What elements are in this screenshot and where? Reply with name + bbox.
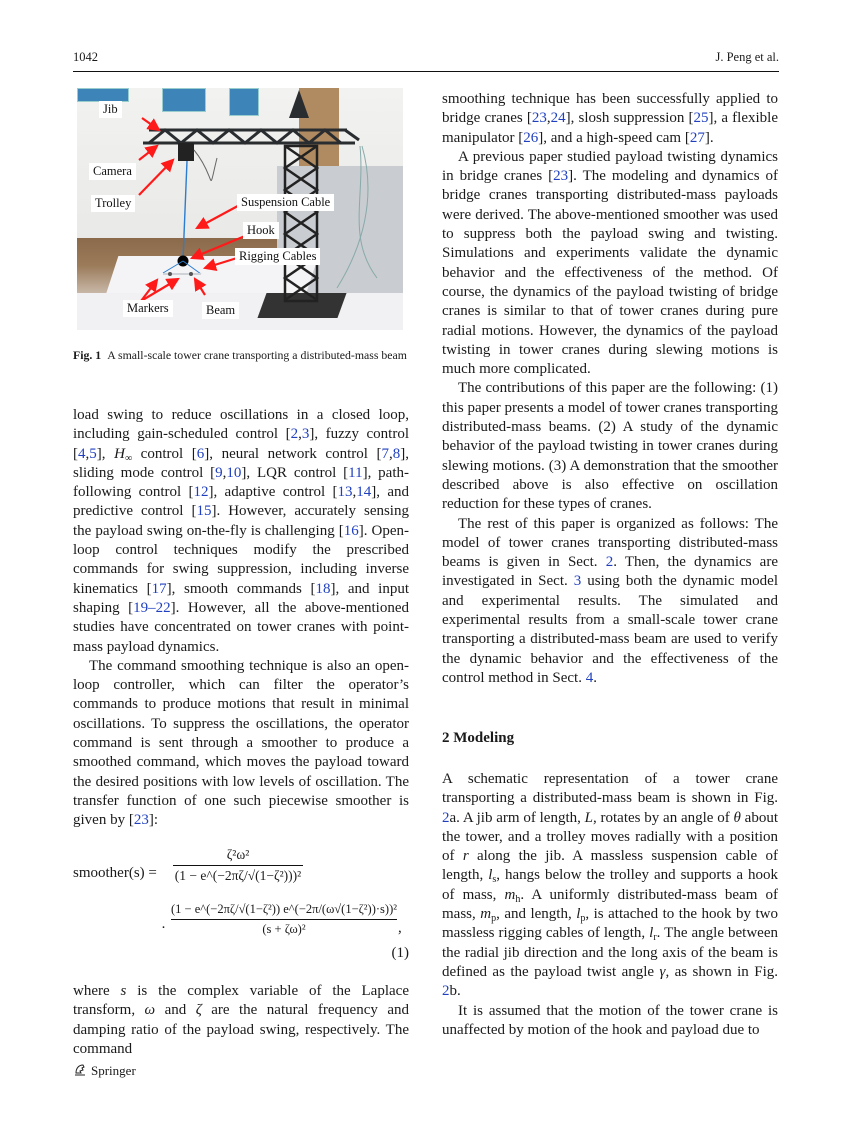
citation-link[interactable]: 15 — [196, 503, 212, 520]
right-column-lower — [442, 770, 778, 1040]
citation-link[interactable]: 7 — [381, 445, 390, 462]
right-column-upper — [442, 90, 778, 688]
citation-link[interactable]: 11 — [348, 464, 363, 481]
left-column-lower — [73, 982, 409, 1059]
figure-1-photo — [77, 88, 403, 330]
citation-link[interactable]: 23 — [553, 168, 569, 185]
citation-link[interactable]: 12 — [193, 484, 209, 501]
citation-link[interactable]: 17 — [151, 580, 167, 597]
label-beam: Beam — [202, 302, 239, 319]
running-head-authors: J. Peng et al. — [715, 50, 779, 64]
section-link[interactable]: 4 — [585, 669, 594, 686]
citation-link[interactable]: 2 — [290, 426, 299, 443]
label-rigging-cables: Rigging Cables — [235, 248, 320, 265]
running-header — [73, 50, 779, 70]
equation-number: (1) — [391, 945, 409, 961]
citation-link[interactable]: 19–22 — [133, 599, 171, 616]
section-link[interactable]: 2 — [605, 554, 614, 571]
citation-link[interactable]: 24 — [550, 110, 566, 127]
paragraph: The rest of this paper is organized as follows: The model of tower cranes transporting distributed-mass beams is given in Sect. 2. Then, the dynamics are investigated in Sect. 3 using both the dynamic model and experimental results. The simulated and experimental results from a small-scale tower crane transporting a distributed-mass beam are used to verify the dynamic behavior and the effectiveness of the control method in Sect. 4. — [442, 515, 778, 686]
citation-link[interactable]: 14 — [356, 484, 372, 501]
citation-link[interactable]: 16 — [343, 522, 359, 539]
left-column-upper — [73, 406, 409, 831]
section-link[interactable]: 3 — [573, 573, 582, 590]
equation-fraction-1: ζ²ω² (1 − e^(−2πζ/√(1−ζ²)))² — [174, 847, 302, 883]
citation-link[interactable]: 3 — [301, 426, 310, 443]
paragraph: A previous paper studied payload twisting dynamics in bridge cranes [23]. The modeling and dynamics of bridge cranes transporting distributed-mass payloads were derived. The above-mentioned smoother was used to suppress both the payload swing and twisting. Simulations and experiments validate the dynamic behavior and the effectiveness of the method. Of course, the dynamics of the payload twisting of bridge cranes is similar to that of tower cranes during pure radial motions. However, the dynamics of the payload twisting in tower cranes during slewing motions is much more complicated. — [442, 148, 778, 378]
figure-1-caption — [73, 347, 409, 363]
citation-link[interactable]: 18 — [315, 580, 331, 597]
equation-1: smoother(s) = ζ²ω² (1 − e^(−2πζ/√(1−ζ²)))² · (1 − e^(−2πζ/√(1−ζ²)) e^(−2π/(ω√(1−ζ²))·s))² (s + ζω)² , (1) — [73, 847, 409, 961]
label-markers: Markers — [123, 300, 173, 317]
citation-link[interactable]: 9 — [215, 464, 223, 481]
header-rule — [73, 71, 779, 72]
citation-link[interactable]: 25 — [693, 110, 709, 127]
citation-link[interactable]: 6 — [196, 445, 205, 462]
citation-link[interactable]: 23 — [531, 110, 547, 127]
citation-link[interactable]: 27 — [689, 129, 705, 146]
paragraph: A schematic representation of a tower crane transporting a distributed-mass beam is shown in Fig. 2a. A jib arm of length, L, rotates by an angle of θ about the tower, and a trolley moves radially with a position of r along the jib. A massless suspension cable of length, $l_s$, hangs below the trolley and supports a hook of mass, $m_h$. A uniformly distributed-mass beam of mass, $m_p$, and length, $l_p$, is attached to the hook by two massless rigging cables of length, $l_r$. The angle between the radial jib direction and the long axis of the beam is defined as the payload twist angle γ, as shown in Fig. 2b. — [442, 771, 779, 1000]
springer-horse-icon — [73, 1063, 87, 1077]
paragraph: It is assumed that the motion of the tower crane is unaffected by motion of the hook and payload due to — [442, 1002, 778, 1038]
citation-link[interactable]: 13 — [337, 484, 353, 501]
paragraph: load swing to reduce oscillations in a closed loop, including gain-scheduled control [2,3], fuzzy control [4,5], $H_\infty$ control [6], neural network control [7,8], sliding mode control [9,10], LQR control [11], path-following control [12], adaptive control [13,14], and predictive control [15]. However, accurately sensing the payload swing on-the-fly is challenging [16]. Open-loop control techniques modify the prescribed commands for swing suppression, including inverse kinematics [17], smooth commands [18], and input shaping [19–22]. However, all the above-mentioned studies have concentrated on tower cranes with point-mass payload dynamics. — [73, 407, 410, 655]
paragraph: The contributions of this paper are the following: (1) this paper presents a model of tower cranes transporting distributed-mass beams. (2) A study of the dynamic behavior of the payload twisting in tower cranes during slewing motions. (3) A demonstration that the smoother described above is also effective on oscillation reduction for these types of cranes. — [442, 380, 778, 513]
paragraph: smoothing technique has been successfully applied to bridge cranes [23,24], slosh suppression [25], a flexible manipulator [26], and a high-speed cam [27]. — [442, 91, 778, 146]
caption-text: A small-scale tower crane transporting a distributed-mass beam — [107, 348, 407, 362]
citation-link[interactable]: 10 — [226, 464, 242, 481]
label-camera: Camera — [89, 163, 136, 180]
label-trolley: Trolley — [91, 195, 135, 212]
label-suspension-cable: Suspension Cable — [237, 194, 334, 211]
section-heading: 2 Modeling — [442, 730, 515, 746]
page-number: 1042 — [73, 50, 98, 64]
paragraph: where s is the complex variable of the Laplace transform, ω and ζ are the natural frequency and damping ratio of the payload swing, respectively. The command — [73, 983, 409, 1057]
footer — [73, 1063, 136, 1079]
publisher-name: Springer — [91, 1063, 136, 1078]
figure-link[interactable]: 2 — [442, 983, 450, 1000]
equation-lhs: smoother(s) = — [73, 865, 157, 881]
label-hook: Hook — [243, 222, 279, 239]
paragraph: The command smoothing technique is also an open-loop controller, which can filter the operator’s commands to produce motions that result in minimal oscillations. To suppress the oscillations, the operator command is sent through a smoother to produce a smoothed command, which moves the payload toward the desired positions with low levels of oscillation. The transfer function of one such piecewise smoother is given by [23]: — [73, 657, 409, 829]
citation-link[interactable]: 4 — [78, 445, 86, 462]
figure-link[interactable]: 2 — [442, 809, 450, 826]
equation-fraction-2: (1 − e^(−2πζ/√(1−ζ²)) e^(−2π/(ω√(1−ζ²))·s))² (s + ζω)² — [171, 902, 397, 936]
caption-label: Fig. 1 — [73, 348, 102, 362]
citation-link[interactable]: 5 — [89, 445, 97, 462]
citation-link[interactable]: 26 — [523, 129, 539, 146]
citation-link[interactable]: 8 — [392, 445, 401, 462]
citation-link[interactable]: 23 — [133, 812, 149, 829]
label-jib: Jib — [99, 101, 122, 118]
